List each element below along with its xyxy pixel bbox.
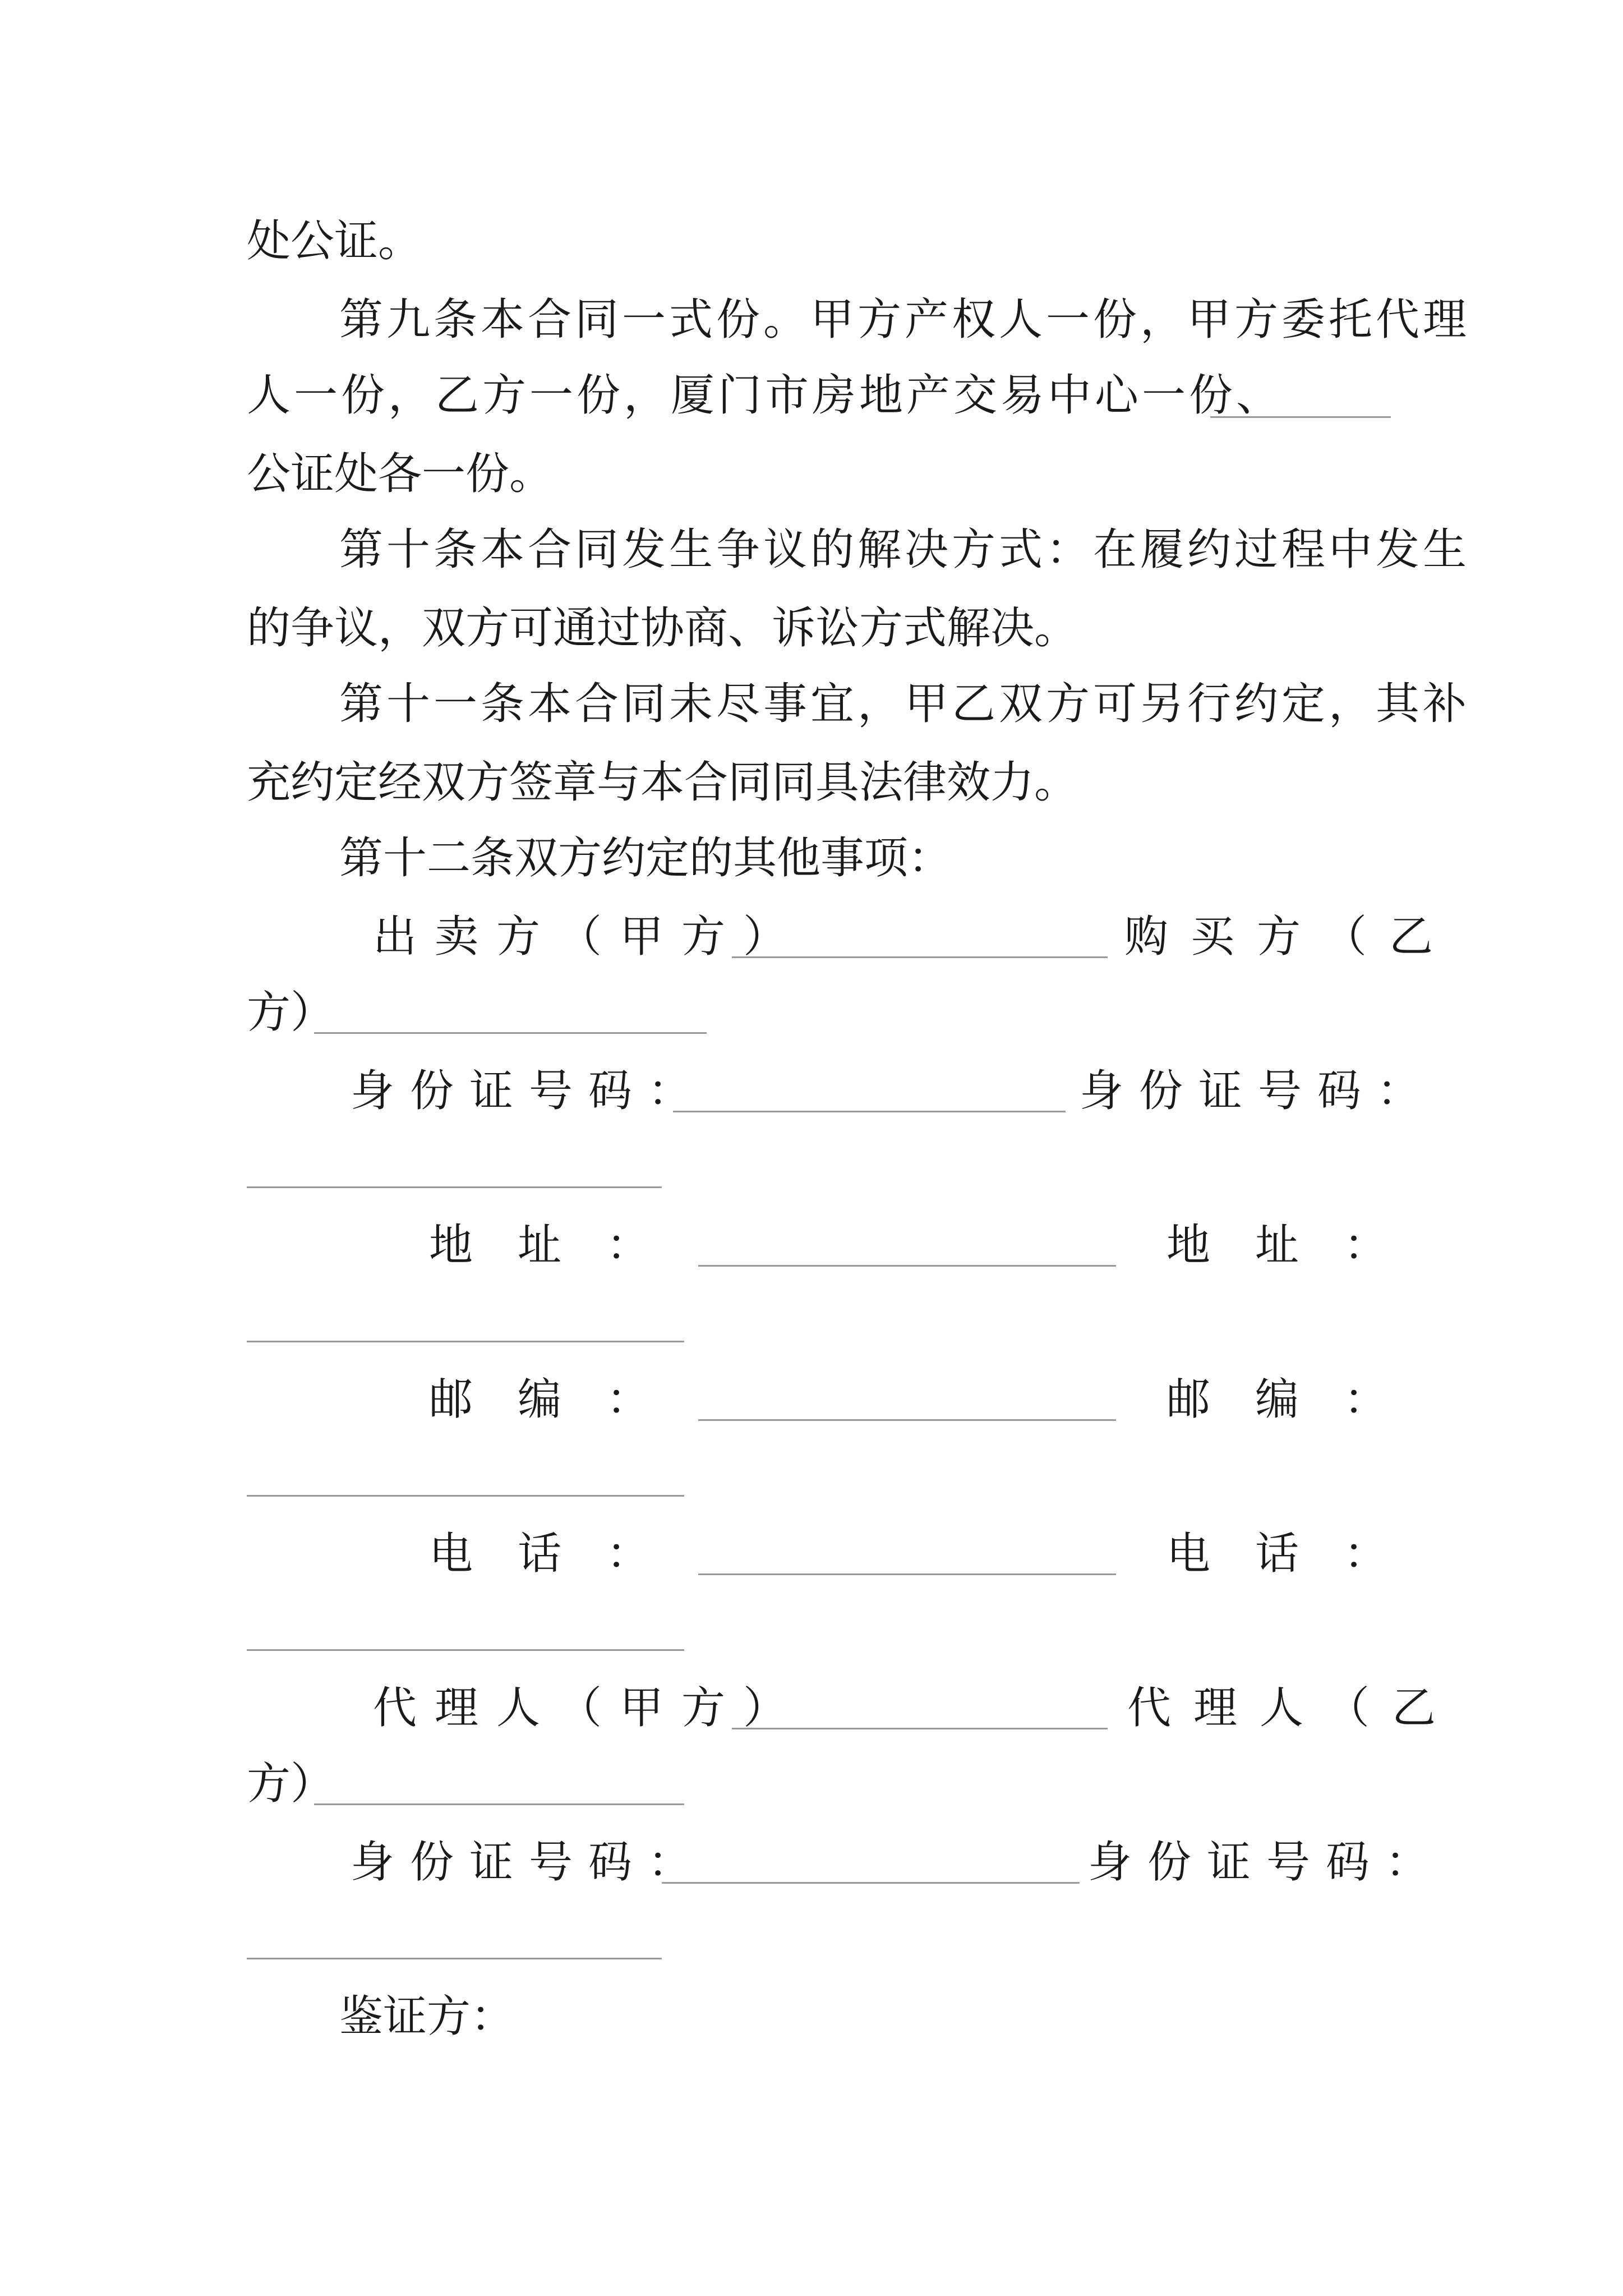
article-11-text: 第十一条本合同未尽事宜，甲乙双方可另行约定，其补	[339, 679, 1470, 729]
buyer-id-underline	[247, 1186, 662, 1188]
article-10-text: 第十条本合同发生争议的解决方式：在履约过程中发生	[339, 524, 1470, 575]
article-9-line-2	[247, 362, 1391, 429]
buyer-phone-label: 电话：	[1166, 1529, 1433, 1579]
buyer-address-underline	[247, 1341, 684, 1342]
article-9-line-1	[339, 286, 1470, 353]
agent-a-id-label: 身份证号码：	[351, 1837, 708, 1888]
article-10-line-2: 的争议，双方可通过协商、诉讼方式解决。	[247, 603, 1078, 654]
agent-a-underline	[732, 1728, 1108, 1729]
article-11-line-2: 充约定经双方签章与本合同同具法律效力。	[247, 757, 1078, 808]
notary-blank-underline	[1210, 416, 1391, 418]
seller-phone-label: 电话：	[429, 1529, 695, 1579]
agent-b-label: 代理人（乙	[1127, 1683, 1459, 1733]
article-9-text: 人一份，乙方一份，厦门市房地产交易中心一份、	[247, 370, 1284, 421]
seller-postcode-underline	[698, 1419, 1116, 1421]
seller-underline	[732, 956, 1108, 958]
article-10-line-1	[339, 516, 1470, 583]
buyer-id-label: 身份证号码：	[1080, 1066, 1437, 1116]
agent-b-id-label: 身份证号码：	[1088, 1837, 1445, 1888]
seller-address-label: 地址：	[429, 1220, 695, 1271]
buyer-label: 购买方（乙	[1124, 912, 1456, 962]
buyer-underline	[314, 1032, 707, 1034]
agent-a-id-underline	[662, 1882, 1080, 1884]
seller-phone-underline	[698, 1573, 1116, 1575]
article-9-line-3: 公证处各一份。	[247, 449, 554, 499]
witness-label: 鉴证方：	[339, 1991, 515, 2042]
article-12-line-1: 第十二条双方约定的其他事项：	[339, 833, 952, 884]
paragraph-line: 处公证。	[247, 216, 422, 266]
buyer-label-continued: 方）	[247, 987, 335, 1038]
agent-a-label: 代理人（甲方）	[373, 1683, 805, 1733]
seller-postcode-label: 邮编：	[429, 1374, 695, 1425]
agent-b-id-underline	[247, 1958, 662, 1959]
buyer-postcode-label: 邮编：	[1166, 1374, 1433, 1425]
seller-address-underline	[698, 1265, 1116, 1267]
article-9-text: 第九条本合同一式份。甲方产权人一份，甲方委托代理	[339, 295, 1470, 345]
buyer-postcode-underline	[247, 1495, 684, 1497]
agent-b-underline	[314, 1803, 684, 1805]
article-11-line-1	[339, 670, 1470, 738]
seller-id-underline	[673, 1111, 1066, 1112]
seller-label: 出卖方（甲方）	[373, 912, 805, 962]
buyer-phone-underline	[247, 1649, 684, 1651]
agent-b-label-continued: 方）	[247, 1759, 335, 1809]
buyer-address-label: 地址：	[1166, 1220, 1433, 1271]
seller-id-label: 身份证号码：	[351, 1066, 708, 1116]
